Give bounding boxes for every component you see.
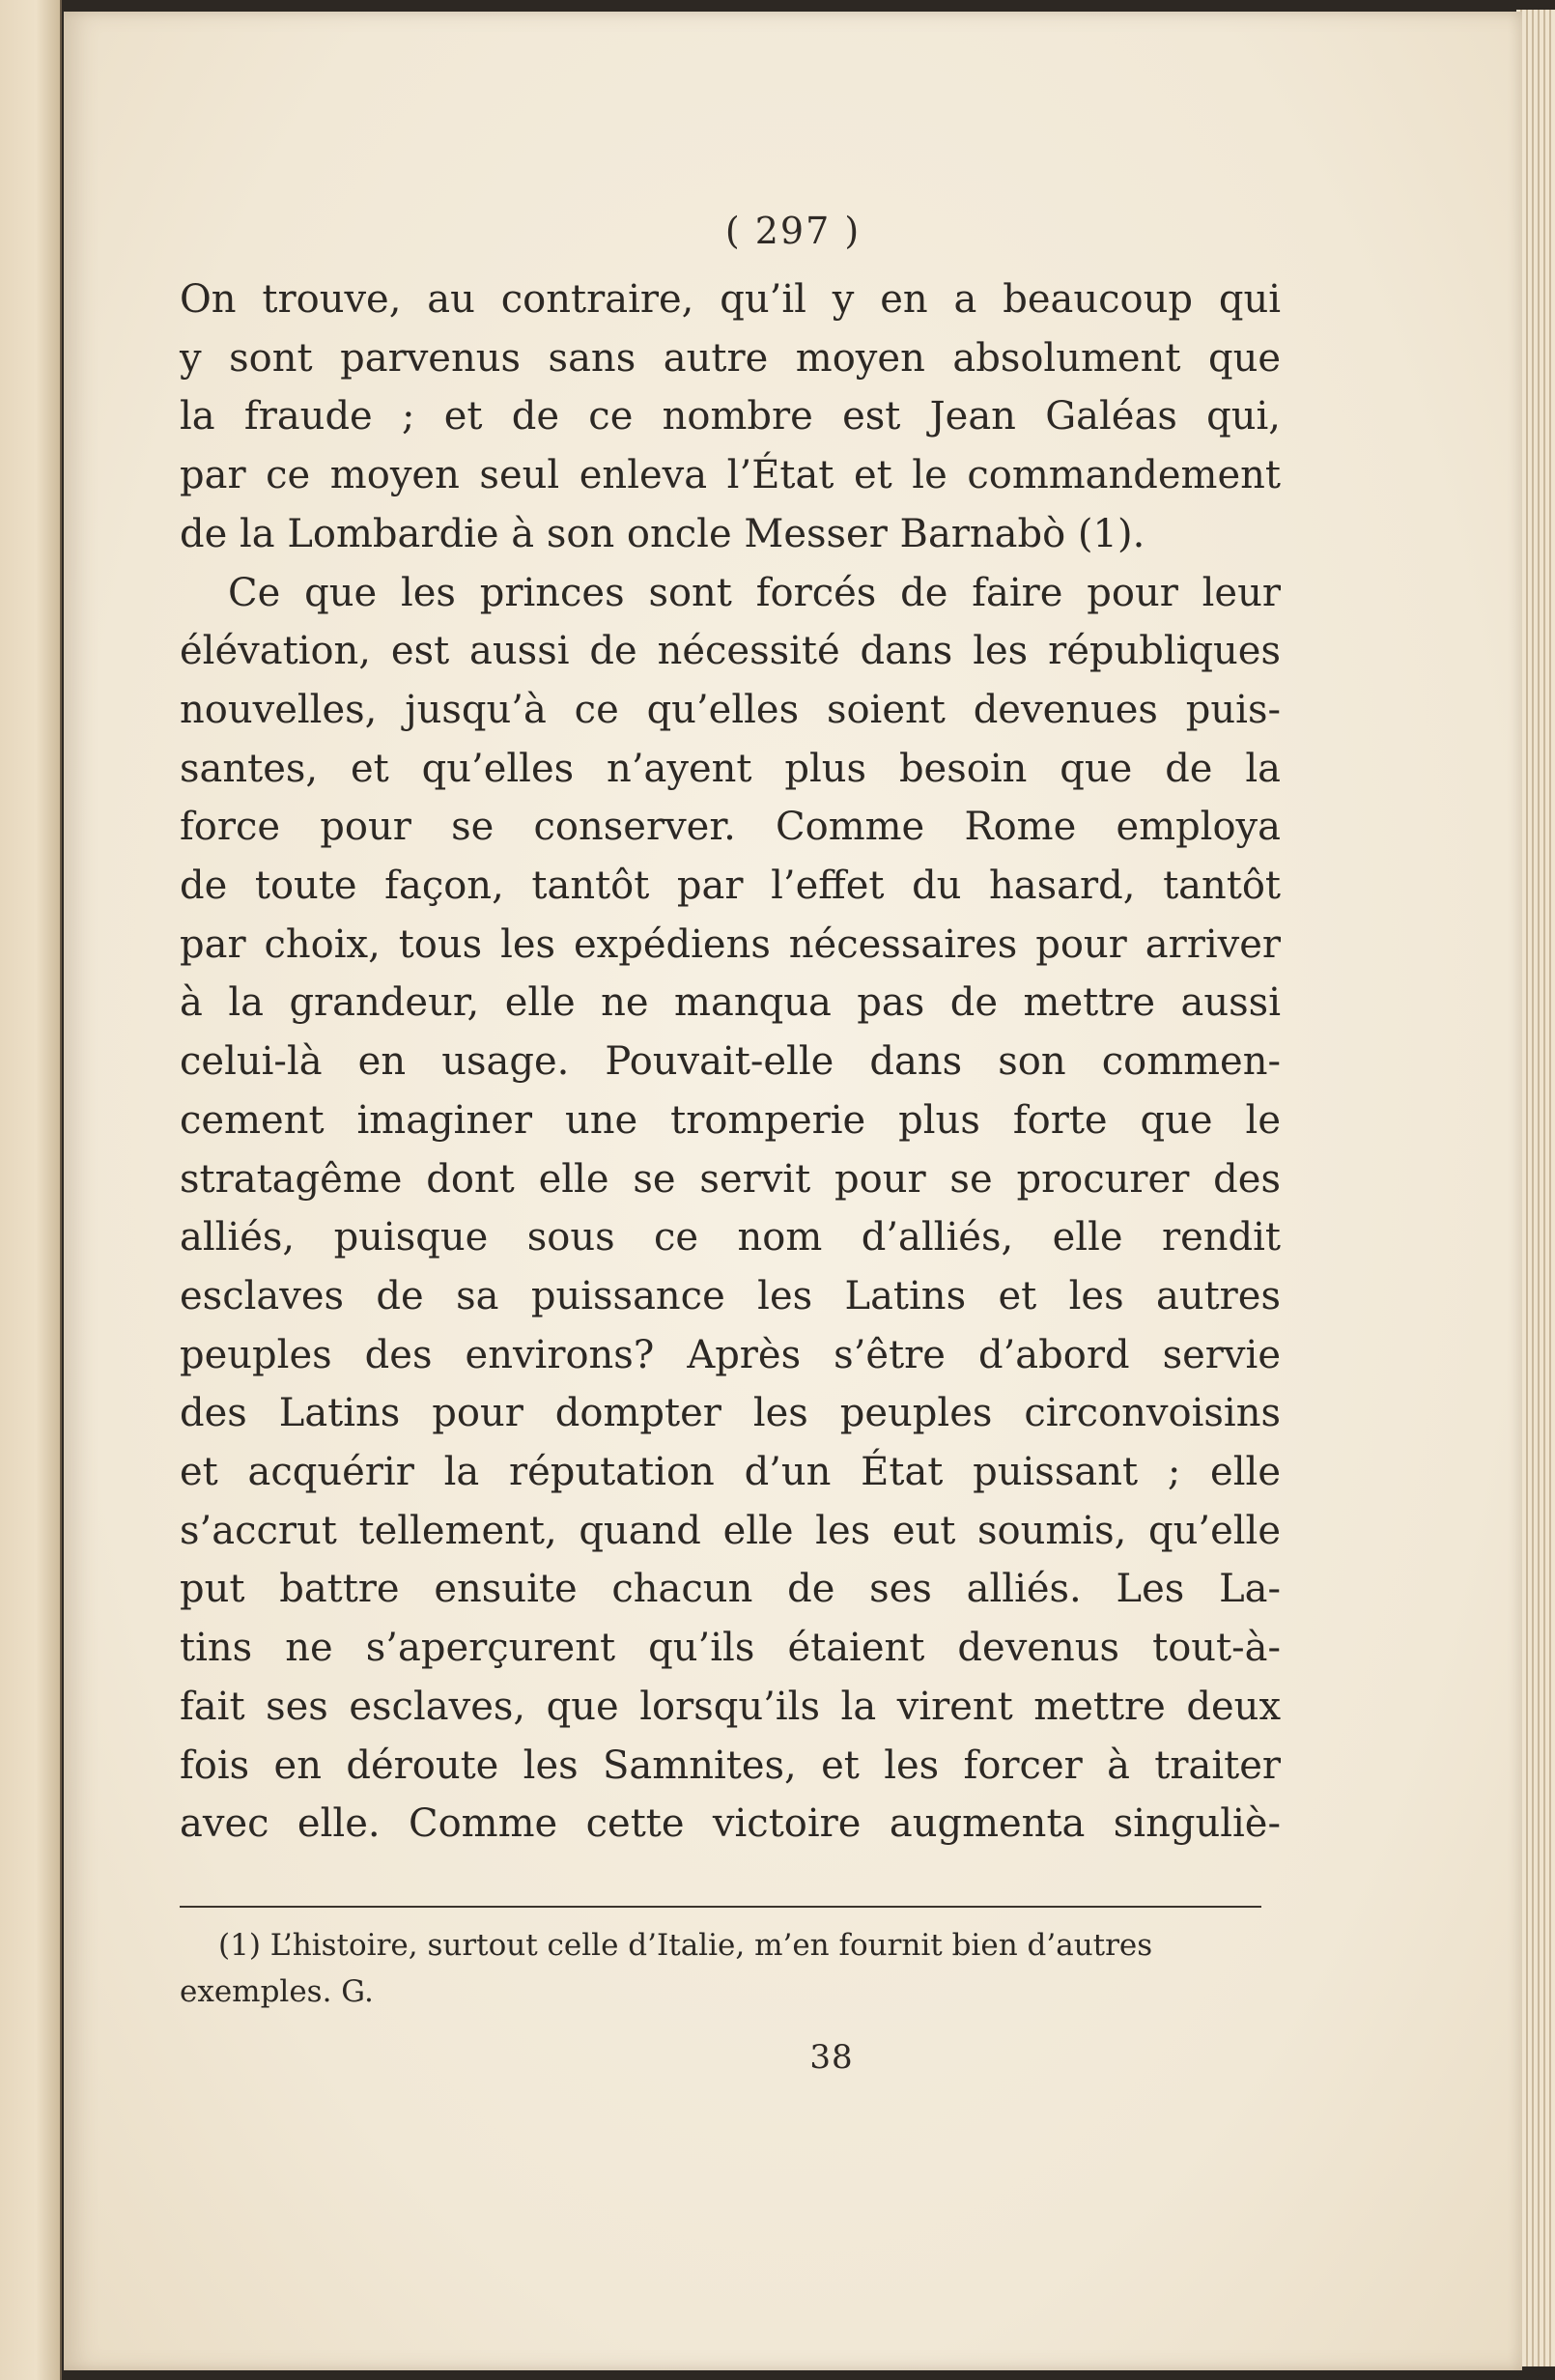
text-line: On trouve, au contraire, qu’il y en a beaucoup qui: [180, 277, 1281, 322]
footnote: [180, 1922, 1261, 2015]
text-line: des Latins pour dompter les peuples circonvoisins: [180, 1391, 1281, 1436]
text-line: force pour se conserver. Comme Rome employa: [180, 805, 1281, 850]
text-line: s’accrut tellement, quand elle les eut soumis, qu’elle: [180, 1508, 1281, 1553]
page-edges: [1516, 10, 1555, 2366]
text-line: de toute façon, tantôt par l’effet du hasard, tantôt: [180, 864, 1281, 909]
text-line: y sont parvenus sans autre moyen absolument que: [180, 335, 1281, 381]
text-line: par choix, tous les expédiens nécessaires pour arriver: [180, 921, 1281, 967]
signature-mark: 38: [809, 2038, 854, 2077]
text-line: celui-là en usage. Pouvait-elle dans son commen-: [180, 1039, 1281, 1085]
text-line: alliés, puisque sous ce nom d’alliés, elle rendit: [180, 1215, 1281, 1261]
text-line: fait ses esclaves, que lorsqu’ils la virent mettre deux: [180, 1684, 1281, 1729]
text-line: et acquérir la réputation d’un État puissant ; elle: [180, 1450, 1281, 1495]
text-line: Ce que les princes sont forcés de faire pour leur: [228, 570, 1281, 615]
text-line: tins ne s’aperçurent qu’ils étaient devenus tout-à-: [180, 1626, 1281, 1671]
text-line: de la Lombardie à son oncle Messer Barnabò (1).: [180, 511, 1145, 556]
footnote-line: exemples. G.: [180, 1974, 374, 2009]
footnote-rule: [180, 1906, 1261, 1908]
facing-page-edge: [0, 0, 62, 2380]
text-line: cement imaginer une tromperie plus forte que le: [180, 1097, 1281, 1143]
book-page: [64, 12, 1522, 2370]
body-text: [180, 270, 1281, 1854]
text-line: stratagême dont elle se servit pour se procurer des: [180, 1156, 1281, 1202]
footnote-line: (1) L’histoire, surtout celle d’Italie, m’en fournit bien d’autres: [218, 1928, 1153, 1963]
text-line: fois en déroute les Samnites, et les forcer à traiter: [180, 1742, 1281, 1788]
text-line: peuples des environs? Après s’être d’abord servie: [180, 1332, 1281, 1377]
text-line: nouvelles, jusqu’à ce qu’elles soient devenues puis-: [180, 687, 1281, 732]
text-line: par ce moyen seul enleva l’État et le commandement: [180, 453, 1281, 498]
text-line: avec elle. Comme cette victoire augmenta singuliè-: [180, 1801, 1281, 1847]
page-number: ( 297 ): [724, 210, 862, 252]
text-line: put battre ensuite chacun de ses alliés. Les La-: [180, 1567, 1281, 1612]
text-line: santes, et qu’elles n’ayent plus besoin que de la: [180, 746, 1281, 791]
text-line: élévation, est aussi de nécessité dans les républiques: [180, 629, 1281, 674]
text-line: à la grandeur, elle ne manqua pas de mettre aussi: [180, 980, 1281, 1026]
text-line: la fraude ; et de ce nombre est Jean Galéas qui,: [180, 394, 1281, 439]
text-line: esclaves de sa puissance les Latins et les autres: [180, 1273, 1281, 1318]
